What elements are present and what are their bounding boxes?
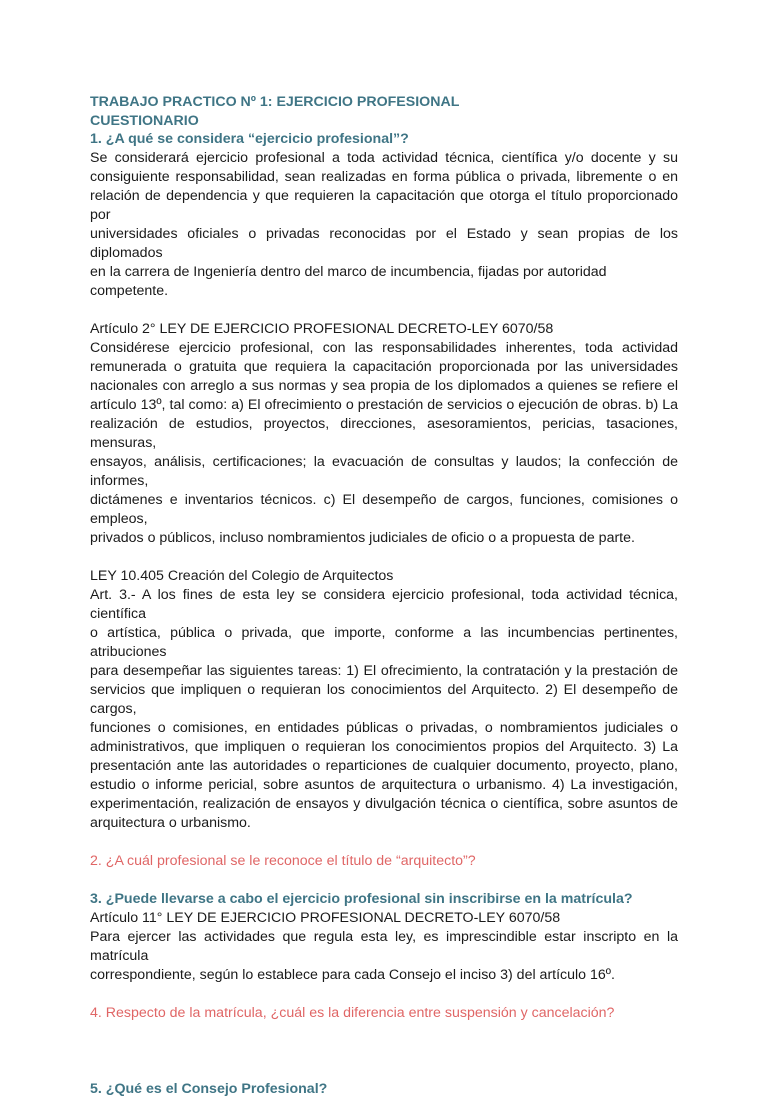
paragraph-line: servicios que impliquen o requieran los conocimientos del Arquitecto. 2) El desempeño de cargos, <box>90 682 678 717</box>
document-subtitle: CUESTIONARIO <box>90 113 199 129</box>
paragraph-line: relación de dependencia y que requieren la capacitación que otorga el título proporcionado por <box>90 188 678 223</box>
document-title: TRABAJO PRACTICO Nº 1: EJERCICIO PROFESIONAL <box>90 94 460 110</box>
paragraph-line: consiguiente responsabilidad, sean realizadas en forma pública o privada, libremente o en <box>90 169 678 185</box>
paragraph-line: ensayos, análisis, certificaciones; la evacuación de consultas y laudos; la confección de informes, <box>90 454 678 489</box>
paragraph-line: experimentación, realización de ensayos y divulgación técnica o científica, sobre asuntos de <box>90 796 678 812</box>
paragraph-line: presentación ante las autoridades o reparticiones de cualquier documento, proyecto, plano, <box>90 758 678 774</box>
paragraph-line: estudio o informe pericial, sobre asuntos de arquitectura o urbanismo. 4) La investigación, <box>90 777 678 793</box>
question-5: 5. ¿Qué es el Consejo Profesional? <box>90 1081 328 1097</box>
paragraph-line: privados o públicos, incluso nombramientos judiciales de oficio o a propuesta de parte. <box>90 530 635 546</box>
article-2-heading: Artículo 2° LEY DE EJERCICIO PROFESIONAL DECRETO-LEY 6070/58 <box>90 321 554 337</box>
paragraph-line: universidades oficiales o privadas reconocidas por el Estado y sean propias de los diplomados <box>90 226 678 261</box>
answer-3-paragraph <box>90 928 678 985</box>
document-content <box>90 92 678 1099</box>
paragraph-line: dictámenes e inventarios técnicos. c) El desempeño de cargos, funciones, comisiones o empleos, <box>90 492 678 527</box>
paragraph-line: Se considerará ejercicio profesional a toda actividad técnica, científica y/o docente y su <box>90 150 678 166</box>
paragraph-line: para desempeñar las siguientes tareas: 1) El ofrecimiento, la contratación y la prestación de <box>90 663 678 679</box>
article-2-paragraph <box>90 339 678 548</box>
paragraph-line: nacionales con arreglo a sus normas y sea propia de los diplomados a quienes se refiere el <box>90 378 678 394</box>
paragraph-line: arquitectura o urbanismo. <box>90 815 251 831</box>
ley-10405-heading: LEY 10.405 Creación del Colegio de Arquitectos <box>90 568 394 584</box>
paragraph-line: artículo 13º, tal como: a) El ofrecimiento o prestación de servicios o ejecución de obras. b) La <box>90 397 678 413</box>
paragraph-line: funciones o comisiones, en entidades públicas o privadas, o nombramientos judiciales o <box>90 720 678 736</box>
paragraph-line: correspondiente, según lo establece para cada Consejo el inciso 3) del artículo 16º. <box>90 967 615 983</box>
paragraph-line: administrativos, que impliquen o requieran los conocimientos propios del Arquitecto. 3) La <box>90 739 678 755</box>
paragraph-line: realización de estudios, proyectos, direcciones, asesoramientos, pericias, tasaciones, mensuras, <box>90 416 678 451</box>
question-2: 2. ¿A cuál profesional se le reconoce el título de “arquitecto”? <box>90 853 476 869</box>
article-11-heading: Artículo 11° LEY DE EJERCICIO PROFESIONAL DECRETO-LEY 6070/58 <box>90 910 561 926</box>
paragraph-line: remunerada o gratuita que requiera la capacitación proporcionada por las universidades <box>90 359 678 375</box>
paragraph-line: en la carrera de Ingeniería dentro del marco de incumbencia, fijadas por autoridad competente. <box>90 264 607 299</box>
paragraph-line: Para ejercer las actividades que regula esta ley, es imprescindible estar inscripto en la matrícula <box>90 929 678 964</box>
question-3: 3. ¿Puede llevarse a cabo el ejercicio profesional sin inscribirse en la matrícula? <box>90 891 633 907</box>
paragraph-line: o artística, pública o privada, que importe, conforme a las incumbencias pertinentes, atribuciones <box>90 625 678 660</box>
answer-1-paragraph <box>90 149 678 301</box>
paragraph-line: Considérese ejercicio profesional, con las responsabilidades inherentes, toda actividad <box>90 340 678 356</box>
ley-10405-paragraph <box>90 586 678 833</box>
paragraph-line: Art. 3.- A los fines de esta ley se considera ejercicio profesional, toda actividad técnica, científica <box>90 587 678 622</box>
question-4: 4. Respecto de la matrícula, ¿cuál es la diferencia entre suspensión y cancelación? <box>90 1005 615 1021</box>
question-1: 1. ¿A qué se considera “ejercicio profesional”? <box>90 131 409 147</box>
